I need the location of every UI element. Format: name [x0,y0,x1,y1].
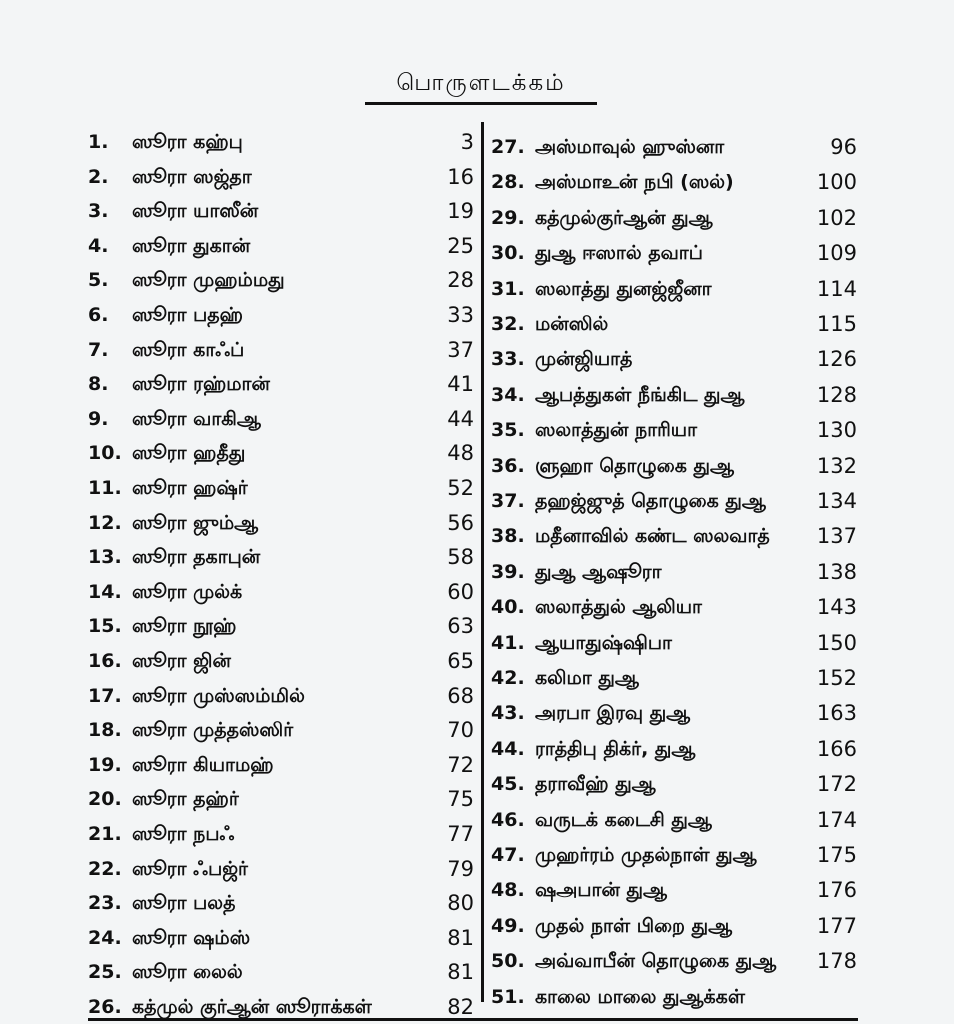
toc-entry-title: ஸூரா ஷம்ஸ் [132,926,251,949]
toc-entry-number: 24. [88,926,122,949]
toc-entry-number: 47. [491,844,525,866]
toc-entry-page-number: 166 [816,736,857,761]
toc-entry-title: ஸூரா ஜும்ஆ [132,511,259,534]
toc-entry [491,130,857,164]
toc-entry [88,990,474,1024]
toc-entry-page-number: 128 [816,382,857,407]
toc-entry-page-number: 172 [816,772,857,797]
toc-entry-title: ஸலாத்துன் நாரியா [535,419,698,442]
toc-entry-page-number: 3 [460,130,474,154]
toc-entry [88,748,474,782]
toc-entry-title: துஆ ஈஸால் தவாப் [535,242,703,265]
toc-entry-title: ஸூரா வாகிஆ [132,407,261,430]
toc-entry-title: ஸூரா முஹம்மது [132,269,285,292]
toc-entry-number: 16. [88,650,122,672]
toc-entry-title: கலிமா துஆ [535,667,639,689]
toc-entry [88,367,474,401]
toc-entry-number: 42. [491,667,525,689]
toc-entry-title: அஸ்மாவுல் ஹுஸ்னா [535,136,725,158]
toc-entry [88,194,474,228]
toc-entry [491,449,857,483]
toc-entry-title: ஸூரா யாஸீன் [132,200,259,223]
toc-entry-number: 8. [88,373,109,396]
toc-entry-page-number: 56 [447,510,474,535]
toc-entry-number: 32. [491,313,525,335]
toc-entry [88,644,474,678]
toc-entry-number: 30. [491,242,525,265]
toc-entry [491,732,857,766]
toc-entry [88,540,474,574]
toc-entry-number: 29. [491,206,525,229]
toc-entry-number: 12. [88,511,122,534]
toc-entry-page-number: 52 [447,476,474,500]
toc-entry-number: 5. [88,269,109,292]
toc-entry-number: 34. [491,383,525,406]
toc-entry-page-number: 25 [447,233,474,258]
toc-entry [88,506,474,540]
toc-entry-number: 18. [88,719,122,742]
toc-entry-title: ஸூரா லைல் [132,961,243,984]
toc-entry-title: வருடக் கடைசி துஆ [535,808,712,831]
toc-entry-title: தஹஜ்ஜுத் தொழுகை துஆ [535,490,766,512]
toc-entry [88,679,474,713]
toc-entry-number: 39. [491,560,525,583]
toc-entry-page-number: 177 [816,913,857,938]
toc-entry-page-number: 48 [447,441,474,466]
column-divider [481,122,484,1002]
toc-entry-number: 44. [491,737,525,760]
toc-entry-number: 38. [491,525,525,548]
toc-entry-title: ஸூரா கியாமஹ் [132,753,274,776]
toc-entry-page-number: 178 [816,949,857,974]
toc-entry-title: மன்ஸில் [535,313,609,335]
toc-entry [88,955,474,989]
toc-entry-title: மதீனாவில் கண்ட ஸலவாத் [535,525,770,548]
toc-entry [88,713,474,747]
toc-entry [491,767,857,801]
toc-entry-page-number: 58 [447,545,474,570]
toc-entry-number: 17. [88,684,122,707]
toc-entry [491,980,857,1014]
toc-entry-page-number: 81 [447,925,474,950]
toc-entry-page-number: 72 [447,752,474,777]
toc-entry-title: துஆ ஆஷூரா [535,560,662,583]
toc-entry [491,838,857,872]
toc-entry [88,609,474,643]
toc-entry-number: 45. [491,773,525,796]
toc-entry-number: 6. [88,304,109,326]
toc-entry-page-number: 60 [447,579,474,604]
toc-entry [88,333,474,367]
toc-entry-number: 22. [88,857,122,880]
toc-entry [491,696,857,730]
toc-entry-title: ஸூரா நூஹ் [132,615,237,638]
toc-entry-title: ஸூரா நபஃ [132,823,235,845]
toc-entry-title: ளுஹா தொழுகை துஆ [535,454,734,477]
toc-entry [491,378,857,412]
toc-entry-page-number: 152 [816,666,857,690]
toc-entry-page-number: 102 [816,205,857,230]
toc-entry [88,782,474,816]
toc-entry-page-number: 176 [816,878,857,903]
toc-entry-title: அவ்வாபீன் தொழுகை துஆ [535,950,777,973]
toc-entry [491,661,857,695]
toc-entry-number: 50. [491,950,525,973]
toc-entry-number: 26. [88,996,122,1018]
toc-entry-page-number: 138 [816,559,857,584]
toc-entry-title: ஸலாத்து துனஜ்ஜீனா [535,277,712,300]
toc-entry-page-number: 37 [447,337,474,362]
toc-entry-title: ஸூரா பலத் [132,892,236,915]
toc-entry-title: ஸூரா ரஹ்மான் [132,373,270,396]
toc-entry [88,575,474,609]
toc-entry-number: 31. [491,277,525,300]
toc-entry-title: ஸூரா தஹ்ர் [132,788,239,811]
toc-entry-number: 11. [88,477,122,499]
toc-entry-page-number: 163 [816,701,857,726]
toc-entry [88,817,474,851]
toc-entry [491,236,857,270]
toc-entry [491,484,857,518]
toc-entry-page-number: 75 [447,787,474,812]
toc-entry-title: காலை மாலை துஆக்கள் [535,985,745,1008]
toc-entry [491,944,857,978]
toc-entry [491,201,857,235]
toc-entry-number: 51. [491,985,525,1008]
toc-entry [491,803,857,837]
toc-entry-number: 21. [88,823,122,845]
toc-entry-title: ஸலாத்துல் ஆலியா [535,596,702,619]
toc-entry-page-number: 63 [447,614,474,639]
toc-entry [491,873,857,907]
toc-entry [88,263,474,297]
toc-entry-title: ஸூரா ஸஜ்தா [132,165,252,188]
toc-entry-title: ஸூரா பதஹ் [132,304,243,326]
toc-entry-title: ஸூரா ஹஷ்ர் [132,477,248,499]
toc-entry-number: 25. [88,961,122,984]
toc-entry [491,342,857,376]
toc-entry-number: 35. [491,419,525,442]
toc-entry-page-number: 126 [816,347,857,372]
toc-entry [88,125,474,159]
toc-entry-title: ஸூரா ஜின் [132,650,231,672]
toc-entry-number: 36. [491,454,525,477]
toc-entry-title: ஸூரா முத்தஸ்ஸிர் [132,719,294,742]
toc-entry-title: அரபா இரவு துஆ [535,702,691,725]
toc-entry-number: 4. [88,234,109,257]
toc-entry-number: 37. [491,490,525,512]
toc-entry-title: ஸூரா முல்க் [132,580,243,603]
toc-entry-page-number: 77 [447,822,474,846]
toc-entry [88,471,474,505]
toc-entry-page-number: 132 [816,453,857,478]
toc-entry [491,909,857,943]
toc-entry-number: 49. [491,914,525,937]
toc-entry-page-number: 65 [447,649,474,673]
toc-entry-number: 33. [491,348,525,371]
toc-entry-number: 19. [88,753,122,776]
toc-entry [491,413,857,447]
toc-entry-number: 43. [491,702,525,725]
toc-entry-title: ஸூரா ஹதீது [132,442,246,465]
toc-entry-page-number: 100 [816,170,857,195]
toc-entry-page-number: 143 [816,595,857,620]
toc-entry-page-number: 80 [447,891,474,916]
toc-entry-page-number: 16 [447,164,474,189]
toc-entry-page-number: 28 [447,268,474,293]
toc-entry-number: 3. [88,200,109,223]
toc-entry-number: 28. [491,171,525,194]
toc-entry [88,229,474,263]
toc-entry-number: 1. [88,131,109,153]
toc-entry-number: 27. [491,136,525,158]
toc-entry-title: ஷஅபான் துஆ [535,879,667,902]
toc-entry-number: 15. [88,615,122,638]
toc-entry-title: ஸூரா முஸ்ஸம்மில் [132,684,305,707]
toc-entry-title: முஹர்ரம் முதல்நாள் துஆ [535,844,757,866]
toc-entry-page-number: 33 [447,303,474,327]
toc-entry-number: 9. [88,407,109,430]
toc-entry-number: 13. [88,546,122,569]
toc-entry-page-number: 96 [830,135,857,159]
toc-entry [491,590,857,624]
toc-entry-page-number: 19 [447,199,474,224]
toc-entry-number: 14. [88,580,122,603]
toc-entry-number: 40. [491,596,525,619]
toc-entry-page-number: 114 [816,276,857,301]
toc-entry [491,272,857,306]
toc-entry-title: ஆபத்துகள் நீங்கிட துஆ [535,383,745,406]
toc-entry-number: 2. [88,165,109,188]
toc-entry-title: ஸூரா ஃபஜ்ர் [132,857,248,880]
toc-entry-number: 23. [88,892,122,915]
toc-entry-number: 10. [88,442,122,465]
toc-entry-title: ஸூரா துகான் [132,234,251,257]
toc-entry-title: ஸூரா காஃப் [132,338,245,361]
toc-entry [491,307,857,341]
toc-entry [491,165,857,199]
toc-entry-number: 48. [491,879,525,902]
toc-entry-title: தராவீஹ் துஆ [535,773,656,796]
toc-entry-page-number: 175 [816,843,857,867]
toc-entry-page-number: 137 [816,524,857,549]
toc-entry [88,436,474,470]
toc-entry [88,402,474,436]
toc-entry-page-number: 81 [447,960,474,985]
page-title: பொருளடக்கம் [365,70,597,105]
toc-entry-page-number: 41 [447,372,474,397]
toc-entry [88,886,474,920]
toc-entry-page-number: 82 [447,995,474,1019]
toc-entry-page-number: 44 [447,406,474,431]
toc-entry-title: ஆயாதுஷ்ஷிபா [535,631,672,654]
toc-entry-title: அஸ்மாஉன் நபி (ஸல்) [535,171,734,194]
toc-entry [491,555,857,589]
toc-entry-page-number: 68 [447,683,474,708]
toc-entry-page-number: 109 [816,241,857,266]
toc-entry [88,160,474,194]
toc-entry-page-number: 174 [816,807,857,832]
toc-entry [88,921,474,955]
toc-entry-number: 46. [491,808,525,831]
toc-entry [88,298,474,332]
toc-entry-page-number: 130 [816,418,857,443]
toc-entry [491,626,857,660]
toc-entry-title: முதல் நாள் பிறை துஆ [535,914,733,937]
toc-entry [491,519,857,553]
toc-entry-title: ராத்திபு திக்ர், துஆ [535,737,696,760]
toc-entry-title: முன்ஜியாத் [535,348,633,371]
toc-entry-title: கத்முல்குர்ஆன் துஆ [535,206,713,229]
toc-entry-title: ஸூரா தகாபுன் [132,546,261,569]
toc-entry-number: 20. [88,788,122,811]
toc-entry-title: கத்முல் குர்ஆன் ஸூராக்கள் [132,996,372,1018]
toc-entry-page-number: 134 [816,489,857,513]
toc-entry-page-number: 70 [447,718,474,743]
toc-entry-number: 41. [491,631,525,654]
toc-entry-page-number: 79 [447,856,474,881]
toc-entry [88,852,474,886]
toc-entry-number: 7. [88,338,109,361]
toc-entry-page-number: 115 [816,312,857,336]
toc-entry-title: ஸூரா கஹ்பு [132,131,243,153]
toc-entry-page-number: 150 [816,630,857,655]
